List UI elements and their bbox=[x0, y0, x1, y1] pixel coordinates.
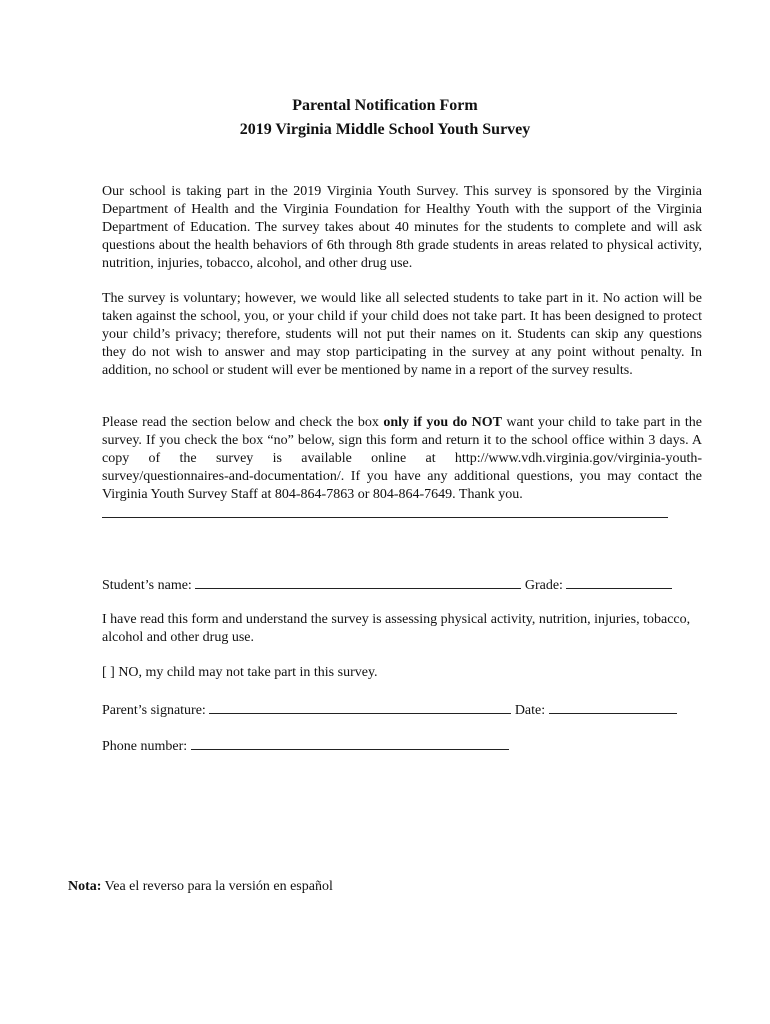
phone-row bbox=[102, 736, 509, 756]
parent-signature-row bbox=[102, 700, 677, 720]
intro-paragraph: Our school is taking part in the 2019 Virginia Youth Survey. This survey is sponsored by the Virginia Department of Health and the Virginia Foundation for Healthy Youth with the support of the Virginia Department of Education. The survey takes about 40 minutes for the students to complete and will ask questions about the health behaviors of 6th through 8th grade students in areas related to physical activity, nutrition, injuries, tobacco, alcohol, and other drug use. bbox=[102, 184, 702, 271]
parent-signature-field[interactable] bbox=[209, 700, 511, 714]
student-grade-row bbox=[102, 575, 672, 595]
instructions-paragraph bbox=[102, 414, 702, 504]
parent-signature-label: Parent’s signature: bbox=[102, 703, 210, 718]
student-name-label: Student’s name: bbox=[102, 578, 196, 593]
section-divider bbox=[102, 517, 668, 518]
spanish-note bbox=[68, 878, 333, 896]
voluntary-paragraph: The survey is voluntary; however, we would like all selected students to take part in it. No action will be taken against the school, you, or your child if your child does not take part. It has been designed to protect your child’s privacy; therefore, students will not put their names on it. Students can skip any questions they do not wish to answer and may stop participating in the survey at any point without penalty. In addition, no school or student will ever be mentioned by name in a report of the survey results. bbox=[102, 291, 702, 378]
student-name-field[interactable] bbox=[195, 575, 521, 589]
instructions-emphasis: only if you do NOT bbox=[383, 415, 503, 430]
no-checkbox-row[interactable]: [ ] NO, my child may not take part in this survey. bbox=[102, 665, 378, 680]
date-label: Date: bbox=[511, 703, 549, 718]
instructions-text-start: Please read the section below and check the box bbox=[102, 415, 384, 430]
nota-label: Nota: bbox=[68, 879, 102, 894]
form-title: Parental Notification Form bbox=[292, 97, 478, 114]
date-field[interactable] bbox=[549, 700, 677, 714]
grade-field[interactable] bbox=[566, 575, 672, 589]
form-subtitle: 2019 Virginia Middle School Youth Survey bbox=[239, 121, 531, 138]
phone-field[interactable] bbox=[191, 736, 509, 750]
instructions-text-end: want your child to take part in the survey. If you check the box “no” below, sign this form and return it to the school office within 3 days. A copy of the survey is available online at http://www.vdh.virginia.gov/virginia-youth-survey/questionnaires-and-documentation/. If you have any additional questions, you may contact the Virginia Youth Survey Staff at 804-864-7863 or 804-864-7649. Thank you. bbox=[102, 415, 702, 502]
acknowledgement-text: I have read this form and understand the survey is assessing physical activity, nutrition, injuries, tobacco, alcohol and other drug use. bbox=[102, 612, 691, 645]
phone-label: Phone number: bbox=[102, 739, 191, 754]
grade-label: Grade: bbox=[521, 578, 567, 593]
nota-text: Vea el reverso para la versión en español bbox=[101, 879, 333, 894]
